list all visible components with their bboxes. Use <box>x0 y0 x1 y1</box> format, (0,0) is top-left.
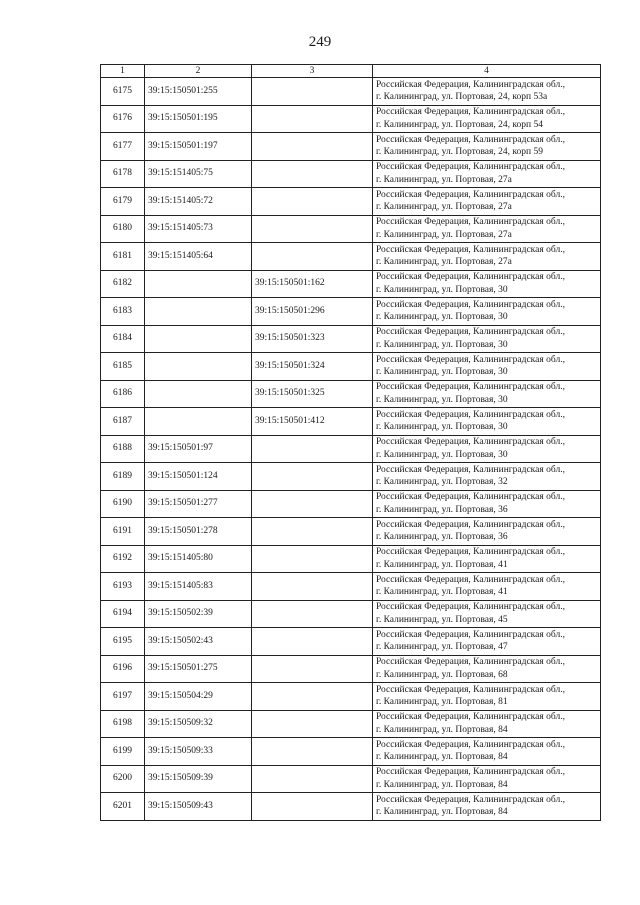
row-number: 6197 <box>101 683 145 711</box>
address-line-2: г. Калининград, ул. Портовая, 68 <box>376 669 508 680</box>
table-row <box>101 160 601 188</box>
address-line-2: г. Калининград, ул. Портовая, 30 <box>376 312 508 323</box>
row-number: 6192 <box>101 545 145 573</box>
address-line-1: Российская Федерация, Калининградская обл., <box>376 272 565 283</box>
address-line-1: Российская Федерация, Калининградская обл., <box>376 574 565 585</box>
cadastral-number-col3: 39:15:150501:324 <box>252 353 373 381</box>
row-number: 6185 <box>101 353 145 381</box>
address-cell <box>373 628 601 656</box>
address-line-2: г. Калининград, ул. Портовая, 81 <box>376 697 508 708</box>
cadastral-number-col3 <box>252 215 373 243</box>
address-line-2: г. Калининград, ул. Портовая, 30 <box>376 284 508 295</box>
table-row <box>101 738 601 766</box>
table-row <box>101 765 601 793</box>
row-number: 6176 <box>101 105 145 133</box>
cadastral-number-col3 <box>252 463 373 491</box>
address-cell <box>373 738 601 766</box>
cadastral-number-col3 <box>252 133 373 161</box>
row-number: 6178 <box>101 160 145 188</box>
address-line-2: г. Калининград, ул. Портовая, 30 <box>376 394 508 405</box>
cadastral-number-col3 <box>252 738 373 766</box>
address-cell <box>373 408 601 436</box>
address-cell <box>373 270 601 298</box>
address-cell <box>373 573 601 601</box>
address-line-1: Российская Федерация, Калининградская обл., <box>376 409 565 420</box>
table-row <box>101 270 601 298</box>
table-header-row <box>101 65 601 78</box>
address-cell <box>373 133 601 161</box>
address-cell <box>373 710 601 738</box>
address-cell <box>373 298 601 326</box>
cadastral-number-col3 <box>252 435 373 463</box>
table-row <box>101 600 601 628</box>
row-number: 6184 <box>101 325 145 353</box>
address-line-1: Российская Федерация, Калининградская обл., <box>376 712 565 723</box>
address-line-2: г. Калининград, ул. Портовая, 84 <box>376 752 508 763</box>
table-row <box>101 105 601 133</box>
address-line-1: Российская Федерация, Калининградская обл., <box>376 327 565 338</box>
cadastral-number-col2: 39:15:150502:43 <box>145 628 252 656</box>
table-row <box>101 628 601 656</box>
address-cell <box>373 380 601 408</box>
address-line-2: г. Калининград, ул. Портовая, 41 <box>376 587 508 598</box>
row-number: 6186 <box>101 380 145 408</box>
address-line-1: Российская Федерация, Калининградская обл., <box>376 79 565 90</box>
address-cell <box>373 215 601 243</box>
cadastral-number-col2: 39:15:150509:32 <box>145 710 252 738</box>
address-line-1: Российская Федерация, Калининградская обл., <box>376 382 565 393</box>
row-number: 6187 <box>101 408 145 436</box>
row-number: 6198 <box>101 710 145 738</box>
address-line-2: г. Калининград, ул. Портовая, 36 <box>376 532 508 543</box>
address-line-2: г. Калининград, ул. Портовая, 84 <box>376 807 508 818</box>
cadastral-number-col2: 39:15:150501:277 <box>145 490 252 518</box>
cadastral-number-col2 <box>145 408 252 436</box>
address-line-1: Российская Федерация, Калининградская обл., <box>376 739 565 750</box>
address-cell <box>373 683 601 711</box>
address-line-1: Российская Федерация, Калининградская обл., <box>376 162 565 173</box>
cadastral-number-col2: 39:15:150501:97 <box>145 435 252 463</box>
row-number: 6193 <box>101 573 145 601</box>
table-row <box>101 215 601 243</box>
cadastral-number-col2: 39:15:150501:278 <box>145 518 252 546</box>
table-row <box>101 78 601 106</box>
cadastral-number-col3 <box>252 793 373 821</box>
row-number: 6196 <box>101 655 145 683</box>
address-line-1: Российская Федерация, Калининградская обл., <box>376 492 565 503</box>
cadastral-number-col2: 39:15:150504:29 <box>145 683 252 711</box>
address-cell <box>373 353 601 381</box>
address-cell <box>373 435 601 463</box>
address-cell <box>373 600 601 628</box>
row-number: 6181 <box>101 243 145 271</box>
address-line-1: Российская Федерация, Калининградская обл., <box>376 767 565 778</box>
address-line-1: Российская Федерация, Калининградская обл., <box>376 519 565 530</box>
table-row <box>101 298 601 326</box>
cadastral-number-col3 <box>252 683 373 711</box>
row-number: 6177 <box>101 133 145 161</box>
table-row <box>101 325 601 353</box>
cadastral-number-col2 <box>145 325 252 353</box>
cadastral-number-col3 <box>252 545 373 573</box>
table-row <box>101 188 601 216</box>
table-row <box>101 710 601 738</box>
table-row <box>101 463 601 491</box>
address-line-2: г. Калининград, ул. Портовая, 24, корп 53а <box>376 92 548 103</box>
table-row <box>101 683 601 711</box>
address-line-1: Российская Федерация, Калининградская обл., <box>376 464 565 475</box>
cadastral-number-col3 <box>252 710 373 738</box>
cadastral-number-col3 <box>252 573 373 601</box>
table-row <box>101 243 601 271</box>
address-line-1: Российская Федерация, Калининградская обл., <box>376 189 565 200</box>
cadastral-number-col2: 39:15:150501:275 <box>145 655 252 683</box>
address-line-2: г. Калининград, ул. Портовая, 41 <box>376 559 508 570</box>
row-number: 6200 <box>101 765 145 793</box>
address-line-2: г. Калининград, ул. Портовая, 30 <box>376 422 508 433</box>
address-cell <box>373 463 601 491</box>
address-line-1: Российская Федерация, Калининградская обл., <box>376 684 565 695</box>
row-number: 6191 <box>101 518 145 546</box>
row-number: 6189 <box>101 463 145 491</box>
cadastral-number-col2: 39:15:151405:80 <box>145 545 252 573</box>
cadastral-number-col3 <box>252 490 373 518</box>
cadastral-number-col3 <box>252 243 373 271</box>
address-cell <box>373 518 601 546</box>
property-registry-table <box>100 64 601 821</box>
address-cell <box>373 160 601 188</box>
table-row <box>101 518 601 546</box>
cadastral-number-col2: 39:15:150501:195 <box>145 105 252 133</box>
cadastral-number-col3 <box>252 600 373 628</box>
table-row <box>101 435 601 463</box>
cadastral-number-col2: 39:15:151405:72 <box>145 188 252 216</box>
address-line-1: Российская Федерация, Калининградская обл., <box>376 547 565 558</box>
cadastral-number-col3: 39:15:150501:323 <box>252 325 373 353</box>
address-cell <box>373 243 601 271</box>
address-line-1: Российская Федерация, Калининградская обл., <box>376 794 565 805</box>
row-number: 6179 <box>101 188 145 216</box>
address-line-2: г. Калининград, ул. Портовая, 27а <box>376 174 512 185</box>
row-number: 6180 <box>101 215 145 243</box>
column-header-1: 1 <box>101 65 145 78</box>
cadastral-number-col2 <box>145 270 252 298</box>
column-header-3: 3 <box>252 65 373 78</box>
address-line-2: г. Калининград, ул. Портовая, 84 <box>376 779 508 790</box>
cadastral-number-col2: 39:15:151405:64 <box>145 243 252 271</box>
address-line-1: Российская Федерация, Калининградская обл., <box>376 437 565 448</box>
table-row <box>101 408 601 436</box>
address-line-1: Российская Федерация, Калининградская обл., <box>376 217 565 228</box>
cadastral-number-col3: 39:15:150501:162 <box>252 270 373 298</box>
cadastral-number-col2 <box>145 298 252 326</box>
table-row <box>101 793 601 821</box>
table-row <box>101 545 601 573</box>
address-line-2: г. Калининград, ул. Портовая, 84 <box>376 724 508 735</box>
cadastral-number-col2: 39:15:150509:39 <box>145 765 252 793</box>
cadastral-number-col3 <box>252 78 373 106</box>
address-line-2: г. Калининград, ул. Портовая, 24, корп 59 <box>376 147 543 158</box>
address-line-1: Российская Федерация, Калининградская обл., <box>376 134 565 145</box>
cadastral-number-col3: 39:15:150501:325 <box>252 380 373 408</box>
cadastral-number-col2: 39:15:151405:83 <box>145 573 252 601</box>
row-number: 6201 <box>101 793 145 821</box>
address-line-2: г. Калининград, ул. Портовая, 32 <box>376 477 508 488</box>
cadastral-number-col2: 39:15:151405:75 <box>145 160 252 188</box>
row-number: 6199 <box>101 738 145 766</box>
page-number: 249 <box>308 34 332 50</box>
row-number: 6182 <box>101 270 145 298</box>
cadastral-number-col3 <box>252 105 373 133</box>
cadastral-number-col2 <box>145 353 252 381</box>
address-cell <box>373 793 601 821</box>
cadastral-number-col2: 39:15:150501:255 <box>145 78 252 106</box>
table-row <box>101 380 601 408</box>
row-number: 6188 <box>101 435 145 463</box>
cadastral-number-col3 <box>252 628 373 656</box>
cadastral-number-col3 <box>252 188 373 216</box>
address-cell <box>373 188 601 216</box>
row-number: 6175 <box>101 78 145 106</box>
row-number: 6195 <box>101 628 145 656</box>
address-line-2: г. Калининград, ул. Портовая, 30 <box>376 367 508 378</box>
cadastral-number-col2: 39:15:150501:124 <box>145 463 252 491</box>
cadastral-number-col3: 39:15:150501:296 <box>252 298 373 326</box>
address-line-2: г. Калининград, ул. Портовая, 47 <box>376 642 508 653</box>
cadastral-number-col3 <box>252 655 373 683</box>
address-line-1: Российская Федерация, Калининградская обл., <box>376 354 565 365</box>
address-line-1: Российская Федерация, Калининградская обл., <box>376 244 565 255</box>
address-cell <box>373 78 601 106</box>
row-number: 6194 <box>101 600 145 628</box>
address-cell <box>373 545 601 573</box>
address-line-2: г. Калининград, ул. Портовая, 27а <box>376 229 512 240</box>
cadastral-number-col2: 39:15:150509:43 <box>145 793 252 821</box>
address-line-2: г. Калининград, ул. Портовая, 36 <box>376 504 508 515</box>
cadastral-number-col3 <box>252 160 373 188</box>
address-line-2: г. Калининград, ул. Портовая, 27а <box>376 257 512 268</box>
address-line-1: Российская Федерация, Калининградская обл., <box>376 107 565 118</box>
address-line-1: Российская Федерация, Калининградская обл., <box>376 602 565 613</box>
cadastral-number-col3 <box>252 518 373 546</box>
address-line-1: Российская Федерация, Калининградская обл., <box>376 629 565 640</box>
address-line-2: г. Калининград, ул. Портовая, 30 <box>376 339 508 350</box>
address-line-2: г. Калининград, ул. Портовая, 24, корп 54 <box>376 119 543 130</box>
table-row <box>101 133 601 161</box>
cadastral-number-col2 <box>145 380 252 408</box>
cadastral-number-col3: 39:15:150501:412 <box>252 408 373 436</box>
table-row <box>101 353 601 381</box>
address-cell <box>373 655 601 683</box>
address-line-2: г. Калининград, ул. Портовая, 30 <box>376 449 508 460</box>
address-line-2: г. Калининград, ул. Портовая, 27а <box>376 202 512 213</box>
address-cell <box>373 490 601 518</box>
column-header-4: 4 <box>373 65 601 78</box>
cadastral-number-col2: 39:15:150502:39 <box>145 600 252 628</box>
cadastral-number-col2: 39:15:150501:197 <box>145 133 252 161</box>
table-row <box>101 573 601 601</box>
address-line-1: Российская Федерация, Калининградская обл., <box>376 299 565 310</box>
address-cell <box>373 325 601 353</box>
table-row <box>101 655 601 683</box>
address-cell <box>373 765 601 793</box>
table-row <box>101 490 601 518</box>
address-line-1: Российская Федерация, Калининградская обл., <box>376 657 565 668</box>
cadastral-number-col3 <box>252 765 373 793</box>
row-number: 6183 <box>101 298 145 326</box>
column-header-2: 2 <box>145 65 252 78</box>
cadastral-number-col2: 39:15:151405:73 <box>145 215 252 243</box>
address-cell <box>373 105 601 133</box>
address-line-2: г. Калининград, ул. Портовая, 45 <box>376 614 508 625</box>
cadastral-number-col2: 39:15:150509:33 <box>145 738 252 766</box>
row-number: 6190 <box>101 490 145 518</box>
